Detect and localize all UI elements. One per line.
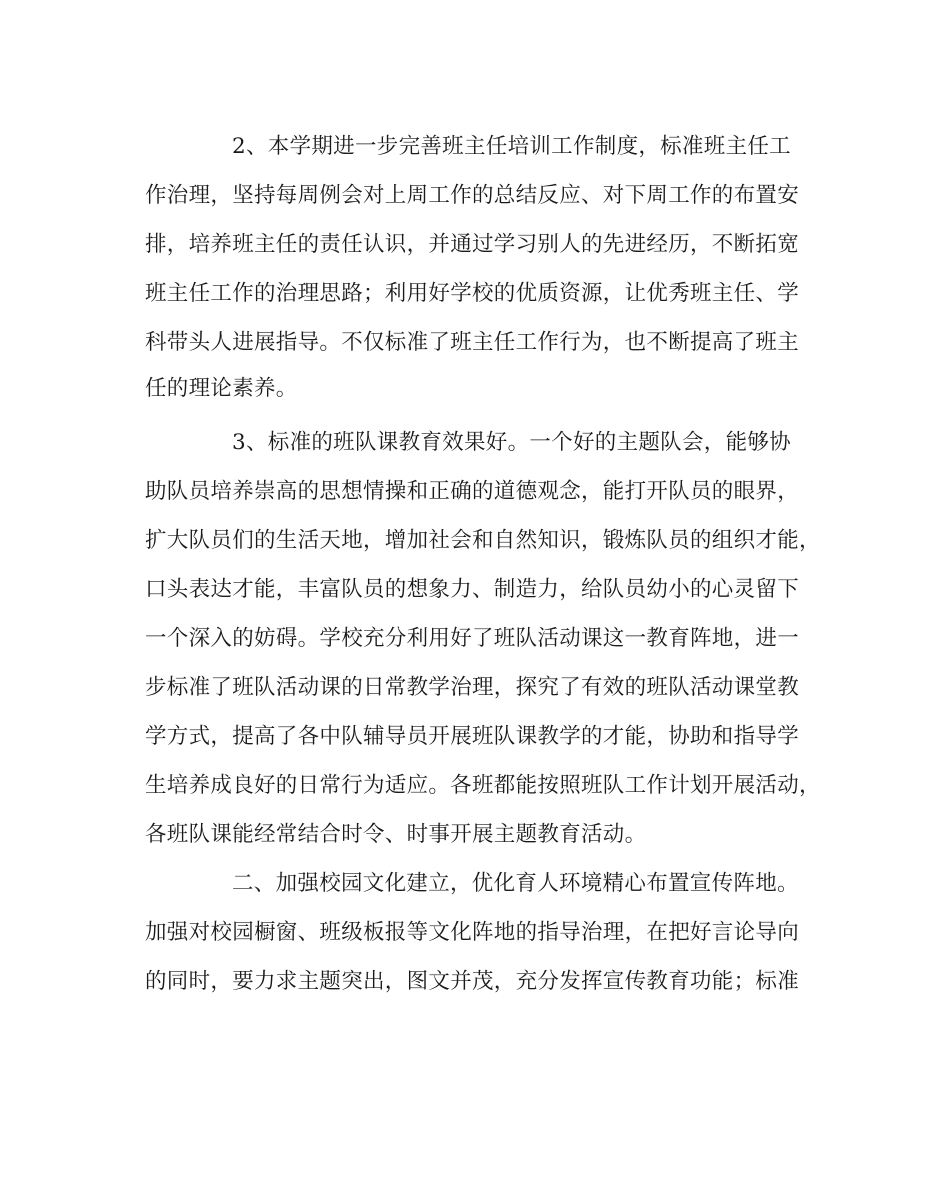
paragraph-2-line-5: 科带头人进展指导。不仅标准了班主任工作行为，也不断提高了班主 — [145, 330, 800, 355]
section-2-line-2: 加强对校园橱窗、班级板报等文化阵地的指导治理，在把好言论导向 — [145, 920, 800, 945]
paragraph-2-line-3: 排，培养班主任的责任认识，并通过学习别人的先进经历，不断拓宽 — [145, 232, 800, 257]
paragraph-3-line-1: 3、标准的班队课教育效果好。一个好的主题队会，能够协 — [232, 430, 791, 455]
paragraph-2-line-6: 任的理论素养。 — [145, 376, 298, 401]
paragraph-2-line-4: 班主任工作的治理思路；利用好学校的优质资源，让优秀班主任、学 — [145, 281, 800, 306]
section-2-line-3: 的同时，要力求主题突出，图文并茂，充分发挥宣传教育功能；标准 — [145, 969, 800, 994]
paragraph-3-line-9: 各班队课能经常结合时令、时事开展主题教育活动。 — [145, 822, 647, 847]
paragraph-2-line-1: 2、本学期进一步完善班主任培训工作制度，标准班主任工 — [232, 134, 791, 159]
paragraph-3-line-4: 口头表达才能，丰富队员的想象力、制造力，给队员幼小的心灵留下 — [145, 577, 800, 602]
paragraph-3-line-7: 学方式，提高了各中队辅导员开展班队课教学的才能，协助和指导学 — [145, 724, 800, 749]
paragraph-3-line-5: 一个深入的妨碍。学校充分利用好了班队活动课这一教育阵地，进一 — [145, 626, 800, 651]
paragraph-3-line-3: 扩大队员们的生活天地，增加社会和自然知识，锻炼队员的组织才能， — [145, 528, 821, 553]
paragraph-3-line-8: 生培养成良好的日常行为适应。各班都能按照班队工作计划开展活动， — [145, 773, 821, 798]
section-2-heading-line: 二、加强校园文化建立，优化育人环境精心布置宣传阵地。 — [232, 871, 799, 896]
paragraph-3-line-2: 助队员培养崇高的思想情操和正确的道德观念，能打开队员的眼界， — [145, 479, 800, 504]
paragraph-2-line-2: 作治理，坚持每周例会对上周工作的总结反应、对下周工作的布置安 — [145, 183, 800, 208]
paragraph-3-line-6: 步标准了班队活动课的日常教学治理，探究了有效的班队活动课堂教 — [145, 675, 800, 700]
